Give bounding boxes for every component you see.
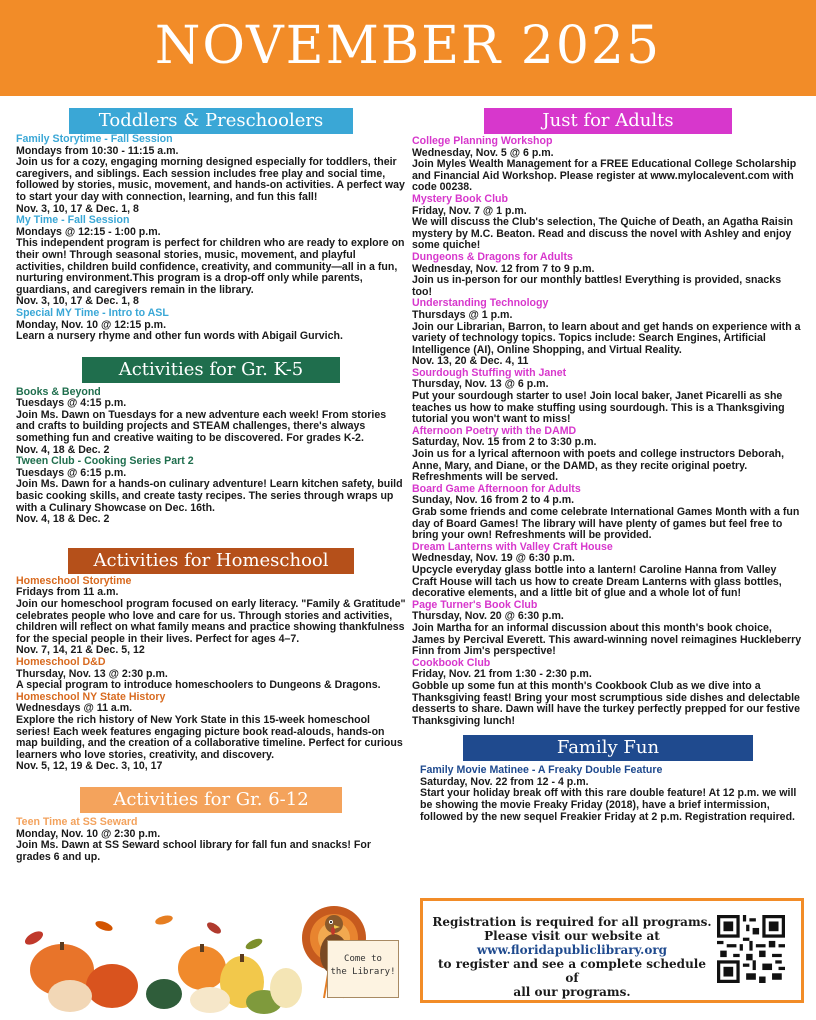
event-time: Monday, Nov. 10 @ 12:15 p.m. xyxy=(16,318,167,331)
event-description: Grab some friends and come celebrate International Games Month with a fun day of Board Games! The library will have plenty of games but feel free to bring your own! Refreshments will be provided. xyxy=(412,506,800,542)
event-title: Cookbook Club xyxy=(412,656,491,669)
event-time: Wednesday, Nov. 12 from 7 to 9 p.m. xyxy=(412,262,595,275)
event-dates: Nov. 4, 18 & Dec. 2 xyxy=(16,443,110,456)
event xyxy=(16,692,406,773)
event-time: Thursday, Nov. 20 @ 6:30 p.m. xyxy=(412,610,564,623)
registration-line: Please visit our website at xyxy=(484,929,660,943)
event-title: Mystery Book Club xyxy=(412,192,508,205)
event xyxy=(412,252,804,298)
section-heading: Activities for Gr. K-5 xyxy=(82,357,340,383)
section-heading: Family Fun xyxy=(463,735,753,761)
event-dates: Nov. 3, 10, 17 & Dec. 1, 8 xyxy=(16,295,139,308)
event-list xyxy=(412,765,804,823)
event-description: Join Myles Wealth Management for a FREE Educational College Scholarship and Financial Aid Workshop. Please register at www.mylocalevent.com with code 00238. xyxy=(412,158,797,194)
event-description: Start your holiday break off with this rare double feature! At 12 p.m. we will be showing the movie Freaky Friday (2018), have a brief intermission, followed by the new sequel Freakier Friday at 2 p.m. Registration required. xyxy=(420,787,797,823)
event-title: Homeschool D&D xyxy=(16,655,106,668)
event-description: Gobble up some fun at this month's Cookbook Club as we dive into a Thanksgiving feast! Bring your most scrumptious side dishes and delectable desserts to share. Dawn will have the turkey perfectly prepped for our festive Thanksgiving lunch! xyxy=(412,679,800,727)
event-title: College Planning Workshop xyxy=(412,135,553,147)
sign-line: the Library! xyxy=(330,967,396,977)
event-description: Join our Librarian, Barron, to learn about and get hands on experience with a variety of technology topics. Topics include: Search Engines, Artificial Intelligence (AI), Online Shopping, and Virtual Reality. xyxy=(412,320,801,356)
section-toddlers xyxy=(16,108,406,343)
event-title: Understanding Technology xyxy=(412,297,549,310)
event xyxy=(16,387,406,457)
event-dates: Nov. 3, 10, 17 & Dec. 1, 8 xyxy=(16,202,139,215)
event-list xyxy=(16,387,406,526)
event-title: Homeschool NY State History xyxy=(16,690,166,703)
event-time: Wednesday, Nov. 19 @ 6:30 p.m. xyxy=(412,552,575,565)
section-homeschool xyxy=(16,548,406,773)
event xyxy=(412,368,804,426)
event-time: Tuesdays @ 6:15 p.m. xyxy=(16,466,127,479)
event-time: Sunday, Nov. 16 from 2 to 4 p.m. xyxy=(412,494,575,507)
event xyxy=(420,765,804,823)
header-banner xyxy=(0,0,816,96)
registration-text xyxy=(431,915,713,999)
event-title: Tween Club - Cooking Series Part 2 xyxy=(16,455,194,468)
event-title: Page Turner's Book Club xyxy=(412,598,538,611)
event-title: Homeschool Storytime xyxy=(16,574,132,587)
registration-line: Registration is required for all programs. xyxy=(432,915,712,929)
website-link[interactable]: www.floridapubliclibrary.org xyxy=(476,943,668,957)
section-k5 xyxy=(16,357,406,526)
event-list xyxy=(16,817,406,863)
event xyxy=(16,456,406,526)
event xyxy=(16,308,406,343)
page-title: NOVEMBER 2025 xyxy=(154,16,662,76)
event xyxy=(16,576,406,657)
event-time: Fridays from 11 a.m. xyxy=(16,586,119,599)
section-heading: Activities for Homeschool xyxy=(68,548,354,574)
event-description: Join Martha for an informal discussion about this month's book choice, James by Percival Everett. This award-winning novel reimagines Huckleberry Finn from Jim's perspective! xyxy=(412,621,802,658)
event-time: Thursday, Nov. 13 @ 6 p.m. xyxy=(412,378,549,391)
event-time: Mondays @ 12:15 - 1:00 p.m. xyxy=(16,225,161,238)
event-time: Wednesday, Nov. 5 @ 6 p.m. xyxy=(412,146,554,159)
event-description: Learn a nursery rhyme and other fun words with Abigail Gurvich. xyxy=(16,330,343,343)
registration-line: all our programs. xyxy=(513,985,631,999)
event-title: Board Game Afternoon for Adults xyxy=(412,482,581,495)
event xyxy=(412,658,804,728)
event-dates: Nov. 5, 12, 19 & Dec. 3, 10, 17 xyxy=(16,760,163,773)
event-description: Join Ms. Dawn for a hands-on culinary adventure! Learn kitchen safety, build basic cooking skills, and create tasty recipes. The series through wraps up with a Culinary Showcase on Dec. 16th. xyxy=(16,478,403,514)
event-title: Family Storytime - Fall Session xyxy=(16,133,173,145)
event xyxy=(412,194,804,252)
event-title: Teen Time at SS Seward xyxy=(16,815,138,828)
event-title: My Time - Fall Session xyxy=(16,214,130,227)
event-description: We will discuss the Club's selection, The Quiche of Death, an Agatha Raisin mystery by M.C. Beaton. Read and discuss the novel with Ashley and enjoy some quiche! xyxy=(412,216,794,252)
section-family xyxy=(412,735,804,823)
event xyxy=(412,484,804,542)
event-dates: Nov. 4, 18 & Dec. 2 xyxy=(16,513,110,526)
event-time: Wednesdays @ 11 a.m. xyxy=(16,702,133,715)
event-time: Thursday, Nov. 13 @ 2:30 p.m. xyxy=(16,667,168,680)
left-column xyxy=(16,108,406,867)
event-description: Join us in-person for our monthly battles! Everything is provided, snacks too! xyxy=(412,274,782,298)
event-description: Put your sourdough starter to use! Join local baker, Janet Picarelli as she teaches us how to make stuffing using sourdough. This is a Thanksgiving tutorial you won't want to miss! xyxy=(412,390,785,426)
event xyxy=(412,136,804,194)
event-description: Join our homeschool program focused on early literacy. "Family & Gratitude" celebrates people who love and care for us. Through stories and activities, children will reflect on what family means and practice showing thankfulness for the special people in their lives. Perfect for ages 4–7. xyxy=(16,598,406,645)
event-time: Friday, Nov. 21 from 1:30 - 2:30 p.m. xyxy=(412,668,592,681)
event-time: Tuesdays @ 4:15 p.m. xyxy=(16,397,127,410)
event-title: Dream Lanterns with Valley Craft House xyxy=(412,540,613,553)
event-description: Upcycle everyday glass bottle into a lantern! Caroline Hanna from Valley Craft House will tach us how to create Dream Lanterns with glass bottles, decorative elements, and a little bit of glue and a whole lot of fun! xyxy=(412,563,782,600)
event-time: Thursdays @ 1 p.m. xyxy=(412,308,513,321)
event xyxy=(412,298,804,368)
event-description: A special program to introduce homeschoolers to Dungeons & Dragons. xyxy=(16,679,381,692)
event xyxy=(412,426,804,484)
section-heading: Just for Adults xyxy=(484,108,732,134)
event-list xyxy=(16,134,406,343)
event-description: Join Ms. Dawn on Tuesdays for a new adventure each week! From stories and crafts to building projects and STEAM challenges, there's always something fun and creative waiting to be discovered. For grades K-2. xyxy=(16,408,387,445)
right-column xyxy=(412,108,804,827)
event-time: Friday, Nov. 7 @ 1 p.m. xyxy=(412,204,527,217)
come-to-library-sign xyxy=(327,940,399,998)
registration-line: to register and see a complete schedule of xyxy=(438,957,706,985)
event-dates: Nov. 7, 14, 21 & Dec. 5, 12 xyxy=(16,644,145,657)
event-time: Mondays from 10:30 - 11:15 a.m. xyxy=(16,144,179,157)
registration-box xyxy=(420,898,804,1003)
event-title: Dungeons & Dragons for Adults xyxy=(412,250,573,263)
event-title: Books & Beyond xyxy=(16,385,101,398)
section-heading: Activities for Gr. 6-12 xyxy=(80,787,342,813)
qr-code-icon[interactable] xyxy=(717,915,785,983)
event-description: Join Ms. Dawn at SS Seward school library for fall fun and snacks! For grades 6 and up. xyxy=(16,839,371,863)
event-title: Special MY Time - Intro to ASL xyxy=(16,306,169,319)
event-title: Sourdough Stuffing with Janet xyxy=(412,366,567,379)
section-heading: Toddlers & Preschoolers xyxy=(69,108,353,134)
event xyxy=(16,817,406,863)
event xyxy=(16,657,406,692)
event-dates: Nov. 13, 20 & Dec. 4, 11 xyxy=(412,355,529,368)
event xyxy=(16,134,406,215)
event-list xyxy=(16,576,406,773)
event xyxy=(412,600,804,658)
sign-line: Come to xyxy=(344,954,382,964)
section-adults xyxy=(412,108,804,727)
event-list xyxy=(412,136,804,727)
event-time: Saturday, Nov. 15 from 2 to 3:30 p.m. xyxy=(412,436,597,449)
event-description: Join us for a cozy, engaging morning designed especially for toddlers, their caregivers, and siblings. Each session includes free play and social time, followed by stories, music, movement, and hands-on activities. A perfect way to start your day with connection, learning, and fun this fall! xyxy=(16,156,405,203)
event xyxy=(412,542,804,600)
event-title: Afternoon Poetry with the DAMD xyxy=(412,424,577,437)
event-time: Saturday, Nov. 22 from 12 - 4 p.m. xyxy=(420,775,589,788)
event-description: This independent program is perfect for children who are ready to explore on their own! Through seasonal stories, music, movement, and playful activities, children build confidence, creativity, and community—all in a fun, nurturing environment.This program is a drop-off only while parents, guardians, and caregivers remain in the library. xyxy=(16,237,405,296)
event-description: Explore the rich history of New York State in this 15-week homeschool series! Each week features engaging picture book read-alouds, hands-on map building, and the creation of a collaborative timeline. Perfect for curious learners who love stories, creativity, and discovery. xyxy=(16,713,403,761)
section-gr612 xyxy=(16,787,406,863)
event-title: Family Movie Matinee - A Freaky Double Feature xyxy=(420,764,663,777)
event-time: Monday, Nov. 10 @ 2:30 p.m. xyxy=(16,827,161,840)
event xyxy=(16,215,406,308)
event-description: Join us for a lyrical afternoon with poets and college instructors Deborah, Anne, Mary, and Diane, or the DAMD, as they recite original poetry. Refreshments will be served. xyxy=(412,448,785,484)
